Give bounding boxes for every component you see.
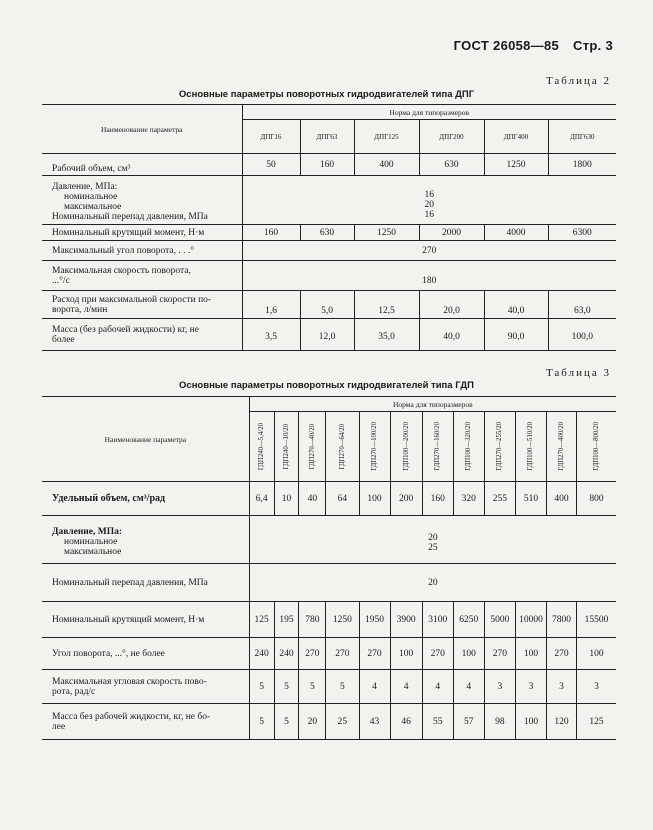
cell: 1250: [354, 225, 419, 241]
row-label: Расход при максимальной скорости по-: [52, 294, 212, 305]
cell: 100,0: [548, 319, 616, 351]
row-label: Масса (без рабочей жидкости) кг, не: [52, 324, 199, 335]
cell: 50: [242, 154, 300, 176]
cell: 1,6: [242, 291, 300, 319]
page-header: [454, 38, 613, 53]
cell: 5,0: [300, 291, 354, 319]
cell: 3,5: [242, 319, 300, 351]
cell: 5: [274, 670, 299, 704]
t3-size: ГДП270—40/20: [308, 423, 316, 470]
row-label: Максимальная скорость поворота,: [52, 265, 191, 276]
cell: 240: [274, 638, 299, 670]
t3-row-drop: [42, 564, 616, 602]
cell: 12,0: [300, 319, 354, 351]
cell: 55: [422, 704, 453, 740]
cell: 630: [419, 154, 484, 176]
cell: 630: [300, 225, 354, 241]
row-label: Удельный объем, см³/рад: [52, 492, 166, 504]
t3-norm-header: Норма для типоразмеров: [249, 397, 616, 412]
cell: 16: [424, 210, 434, 220]
cell: 195: [274, 602, 299, 638]
t3-size: ГДП270—100/20: [371, 422, 379, 471]
t3-size: ГДП100—320/20: [465, 422, 473, 471]
cell: 100: [453, 638, 484, 670]
t2-row-speed: [42, 261, 616, 291]
t3-param-header: Наименование параметра: [42, 397, 249, 482]
t2-row-angle: [42, 241, 616, 261]
cell: 3: [547, 670, 577, 704]
cell: 43: [359, 704, 390, 740]
cell: 15500: [577, 602, 616, 638]
row-label: Номинальный крутящий момент, Н·м: [52, 227, 205, 238]
cell: 160: [242, 225, 300, 241]
t3-size: ГДП270—160/20: [434, 422, 442, 471]
table2: [42, 104, 616, 351]
cell: 4: [390, 670, 422, 704]
t3-row-pressure: [42, 516, 616, 564]
row-label: ворота, л/мин: [52, 304, 108, 315]
cell: 3100: [422, 602, 453, 638]
cell: 400: [547, 482, 577, 516]
cell: 5000: [484, 602, 515, 638]
cell: 3900: [390, 602, 422, 638]
cell: 100: [577, 638, 616, 670]
t2-size: ДПГ16: [260, 132, 282, 141]
cell: 4: [453, 670, 484, 704]
cell: 270: [326, 638, 359, 670]
table2-label: Таблица 2: [545, 75, 611, 87]
cell: 25: [326, 704, 359, 740]
page-number: Стр. 3: [573, 38, 613, 53]
cell: 40: [299, 482, 326, 516]
t3-size: ГДП270—255/20: [496, 422, 504, 471]
t2-param-header: Наименование параметра: [42, 105, 242, 154]
t2-size: ДПГ63: [300, 120, 354, 154]
cell: 46: [390, 704, 422, 740]
t3-size: ГДП100—510/20: [527, 422, 535, 471]
row-label: рота, рад/с: [52, 686, 96, 697]
cell: 3: [515, 670, 546, 704]
row-sublabel: номинальное: [64, 192, 118, 202]
t3-row-volume: [42, 482, 616, 516]
table3-title: Основные параметры поворотных гидродвигателей типа ГДП: [179, 380, 474, 391]
cell: 35,0: [354, 319, 419, 351]
t3-size: ГДП270—400/20: [558, 422, 566, 471]
row-label: Максимальная угловая скорость пово-: [52, 676, 207, 687]
cell: 400: [354, 154, 419, 176]
cell: 100: [390, 638, 422, 670]
t3-size: ГДП240—5,4/20: [258, 422, 266, 471]
row-label: Давление, МПа:: [52, 526, 123, 537]
cell: 100: [515, 638, 546, 670]
cell: 5: [326, 670, 359, 704]
row-label: Номинальный крутящий момент, Н·м: [52, 614, 205, 625]
cell: 40,0: [419, 319, 484, 351]
t3-size: ГДП240—10/20: [282, 423, 290, 470]
cell: 63,0: [548, 291, 616, 319]
t3-size: ГДП100—200/20: [402, 422, 410, 471]
cell: 16: [424, 190, 434, 200]
t2-row-mass: [42, 319, 616, 351]
row-label: Номинальный перепад давления, МПа: [52, 212, 208, 222]
cell: 5: [249, 670, 274, 704]
cell: 40,0: [484, 291, 548, 319]
row-label: Угол поворота, ...°, не более: [52, 648, 165, 659]
cell: 12,5: [354, 291, 419, 319]
cell: 270: [422, 638, 453, 670]
cell: 20,0: [419, 291, 484, 319]
t2-row-torque: [42, 225, 616, 241]
row-sublabel: максимальное: [64, 202, 122, 212]
cell: 20: [424, 200, 434, 210]
cell: 6300: [548, 225, 616, 241]
cell: 20: [299, 704, 326, 740]
table2-title: Основные параметры поворотных гидродвигателей типа ДПГ: [178, 89, 475, 100]
cell: 25: [428, 542, 438, 553]
cell: 510: [515, 482, 546, 516]
cell: 3: [484, 670, 515, 704]
cell: 10000: [515, 602, 546, 638]
t3-row-angle: [42, 638, 616, 670]
t2-row-flow: [42, 291, 616, 319]
t2-size: ДПГ125: [354, 120, 419, 154]
cell: 57: [453, 704, 484, 740]
t2-row-volume: [42, 154, 616, 176]
cell: 270: [484, 638, 515, 670]
cell: 270: [242, 241, 616, 261]
cell: 160: [422, 482, 453, 516]
cell: 5: [274, 704, 299, 740]
t2-size: ДПГ200: [419, 120, 484, 154]
t2-row-pressure: [42, 176, 616, 225]
cell: 180: [242, 261, 616, 291]
row-sublabel: максимальное: [64, 546, 122, 557]
cell: 7800: [547, 602, 577, 638]
cell: 1250: [326, 602, 359, 638]
cell: 1250: [484, 154, 548, 176]
row-label: более: [52, 334, 75, 345]
t3-size: ГДП270—64/20: [338, 423, 346, 470]
cell: 10: [274, 482, 299, 516]
table3-label: Таблица 3: [545, 367, 611, 379]
cell: 320: [453, 482, 484, 516]
cell: 1950: [359, 602, 390, 638]
cell: 20: [249, 564, 616, 602]
row-label: Номинальный перепад давления, МПа: [52, 577, 208, 588]
cell: 100: [359, 482, 390, 516]
cell: 240: [249, 638, 274, 670]
row-label: Рабочий объем, см³: [52, 163, 131, 174]
row-label: Максимальный угол поворота, . . .°: [52, 245, 195, 256]
row-label: Масса без рабочей жидкости, кг, не бо-: [52, 711, 211, 722]
cell: 100: [515, 704, 546, 740]
t3-row-speed: [42, 670, 616, 704]
cell: 160: [300, 154, 354, 176]
cell: 270: [359, 638, 390, 670]
cell: 4000: [484, 225, 548, 241]
cell: 3: [577, 670, 616, 704]
cell: 125: [577, 704, 616, 740]
cell: 780: [299, 602, 326, 638]
row-label: ...°/с: [52, 275, 70, 286]
t2-size: ДПГ630: [548, 120, 616, 154]
cell: 90,0: [484, 319, 548, 351]
cell: 5: [299, 670, 326, 704]
cell: 4: [359, 670, 390, 704]
t3-row-mass: [42, 704, 616, 740]
cell: 125: [249, 602, 274, 638]
row-sublabel: номинальное: [64, 536, 118, 547]
cell: 64: [326, 482, 359, 516]
cell: 270: [299, 638, 326, 670]
cell: 6,4: [249, 482, 274, 516]
cell: 255: [484, 482, 515, 516]
gost-number: ГОСТ 26058—85: [453, 38, 560, 53]
cell: 1800: [548, 154, 616, 176]
t3-size: ГДП100—800/20: [593, 422, 601, 471]
cell: 6250: [453, 602, 484, 638]
cell: 98: [484, 704, 515, 740]
cell: 20: [428, 532, 438, 543]
cell: 5: [249, 704, 274, 740]
cell: 270: [547, 638, 577, 670]
table3: [42, 396, 616, 740]
cell: 200: [390, 482, 422, 516]
t2-norm-header: Норма для типоразмеров: [242, 105, 616, 120]
cell: 800: [577, 482, 616, 516]
t2-size: ДПГ400: [484, 120, 548, 154]
cell: 2000: [419, 225, 484, 241]
row-label: лее: [52, 721, 66, 732]
cell: 120: [547, 704, 577, 740]
cell: 4: [422, 670, 453, 704]
t3-row-torque: [42, 602, 616, 638]
row-label: Давление, МПа:: [52, 182, 118, 192]
